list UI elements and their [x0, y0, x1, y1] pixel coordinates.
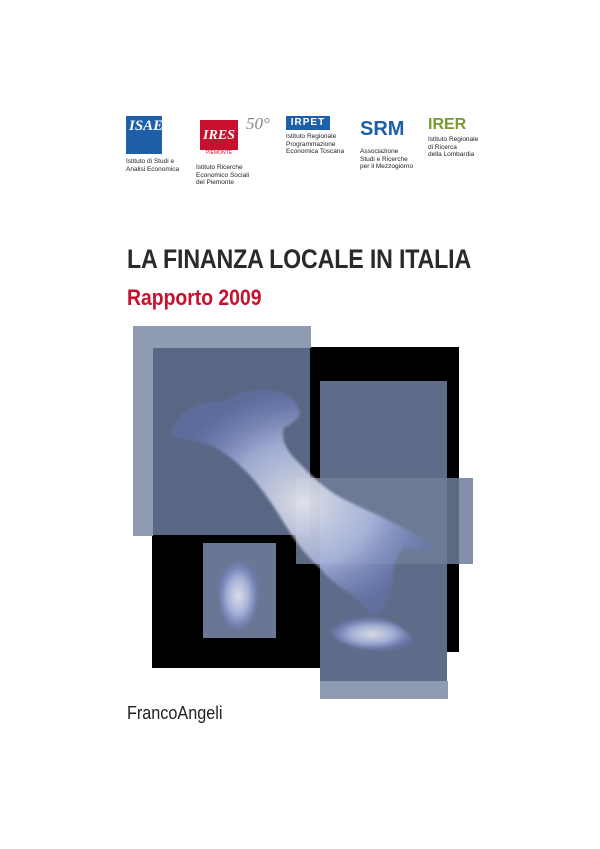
isae-logo-caption: Istituto di Studi e Analisi Economica — [126, 158, 180, 173]
overlay-bottom-bar — [320, 681, 448, 699]
ires-logo-caption: Istituto Ricerche Economico Sociali del Piemonte — [196, 164, 250, 187]
overlay-top-bar — [133, 326, 311, 348]
irpet-logo-caption: Istituto Regionale Programmazione Economica Toscana — [286, 133, 345, 156]
ires-anniversary-badge: 50° — [246, 114, 270, 133]
irer-logo-caption: Istituto Regionale di Ricerca della Lombardia — [428, 136, 479, 159]
ires-logo-sub: PIEMONTE — [205, 150, 233, 156]
publisher-name: FrancoAngeli — [127, 703, 223, 723]
srm-logo-caption: Associazione Studi e Ricerche per il Mezzogiorno — [360, 148, 414, 171]
irpet-logo-mark: IRPET — [286, 116, 330, 130]
isae-logo-mark: ISAE — [126, 116, 162, 154]
irer-logo-mark: IRER — [428, 116, 467, 133]
book-title: LA FINANZA LOCALE IN ITALIA — [127, 244, 472, 274]
overlay-left-bar — [133, 326, 153, 536]
ires-logo-mark: IRES — [200, 120, 238, 150]
srm-logo-mark: SRM — [360, 118, 405, 140]
book-subtitle: Rapporto 2009 — [127, 285, 262, 310]
